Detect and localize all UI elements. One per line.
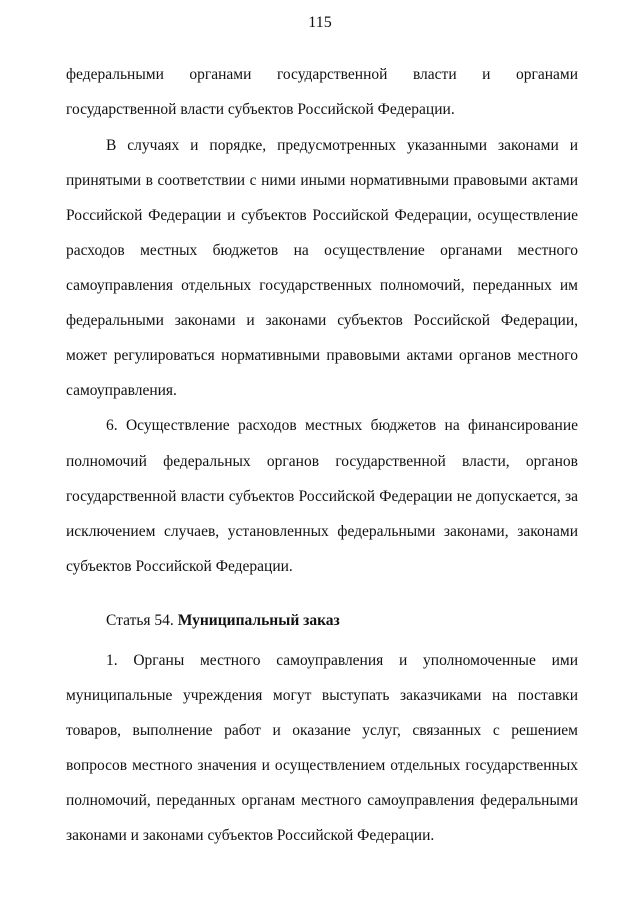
paragraph-line: полномочий, переданных органам местного самоуправления федеральными <box>66 792 578 809</box>
paragraph-line: товаров, выполнение работ и оказание услуг, связанных с решением <box>66 722 578 739</box>
paragraph-line: может регулироваться нормативными правовыми актами органов местного <box>66 347 578 364</box>
paragraph-line: принятыми в соответствии с ними иными нормативными правовыми актами <box>66 172 578 189</box>
page-number: 115 <box>308 14 332 31</box>
paragraph-line: 1. Органы местного самоуправления и уполномоченные ими <box>106 652 578 669</box>
paragraph-line: государственной власти субъектов Российской Федерации не допускается, за <box>66 488 578 505</box>
paragraph-line: В случаях и порядке, предусмотренных указанными законами и <box>106 137 578 154</box>
paragraph-line: Российской Федерации и субъектов Российской Федерации, осуществление <box>66 207 578 224</box>
paragraph-line: муниципальные учреждения могут выступать заказчиками на поставки <box>66 687 578 704</box>
paragraph-line: самоуправления отдельных государственных полномочий, переданных им <box>66 277 578 294</box>
paragraph-line: федеральными органами государственной власти и органами <box>66 66 578 83</box>
article-title: Муниципальный заказ <box>177 612 340 629</box>
paragraph-line: полномочий федеральных органов государственной власти, органов <box>66 453 578 470</box>
article-number: Статья 54. <box>106 612 174 629</box>
paragraph-line: исключением случаев, установленных федеральными законами, законами <box>66 523 578 540</box>
paragraph-line: 6. Осуществление расходов местных бюджетов на финансирование <box>106 417 578 434</box>
paragraph-line: законами и законами субъектов Российской Федерации. <box>66 827 435 844</box>
paragraph-line: субъектов Российской Федерации. <box>66 558 293 575</box>
paragraph-line: расходов местных бюджетов на осуществление органами местного <box>66 242 578 259</box>
paragraph-line: государственной власти субъектов Российской Федерации. <box>66 101 455 118</box>
paragraph-line: вопросов местного значения и осуществлением отдельных государственных <box>66 757 578 774</box>
paragraph-line: федеральными законами и законами субъектов Российской Федерации, <box>66 312 578 329</box>
article-heading <box>106 611 340 631</box>
paragraph-line: самоуправления. <box>66 382 177 399</box>
